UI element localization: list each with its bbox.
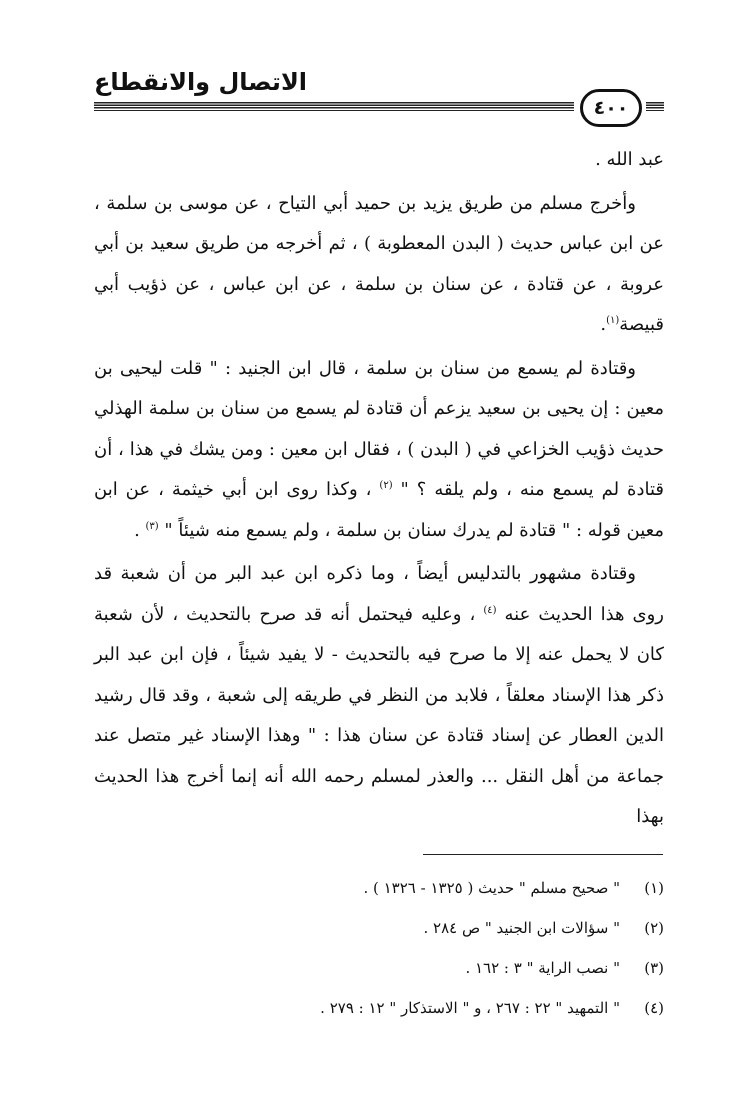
paragraph-text: . [134,519,146,541]
paragraph-text: وأخرج مسلم من طريق يزيد بن حميد أبي التياح ، عن موسى بن سلمة ، عن ابن عباس حديث ( البدن المعطوبة ) ، ثم أخرجه من طريق سعيد بن أبي عروبة ، عن قتادة ، عن سنان بن سلمة ، عن ابن عباس ، عن ذؤيب أبي قبيصة [94,192,664,335]
footnote-ref: (٢) [379,480,393,491]
paragraph-text: عبد الله . [595,149,664,170]
footnote-text: " نصب الراية " ٣ : ١٦٢ . [465,959,620,977]
running-title: الاتصال والانقطاع [94,68,308,96]
page-number: ٤٠٠ [580,89,642,127]
footnote-number: (١) [644,879,664,897]
footnote [94,988,664,1028]
main-text [94,140,664,838]
paragraph [94,554,664,838]
paragraph [94,140,664,181]
header-rule [94,102,574,112]
footnote-ref: (١) [606,315,620,326]
footnote-ref: (٤) [483,604,497,616]
footnotes [94,868,664,1028]
footnote [94,868,664,908]
footnote-text: " سؤالات ابن الجنيد " ص ٢٨٤ . [423,919,620,937]
footnote-separator [423,854,663,855]
footnote-text: " صحيح مسلم " حديث ( ١٣٢٥ - ١٣٢٦ ) . [363,879,620,897]
paragraph [94,184,664,346]
paragraph-text: وقتادة مشهور بالتدليس أيضاً ، وما ذكره ابن عبد البر من أن شعبة قد روى هذا الحديث عنه [94,563,664,625]
paragraph [94,349,664,552]
footnote [94,908,664,948]
paragraph-text: وقتادة لم يسمع من سنان بن سلمة ، قال ابن الجنيد : " قلت ليحيى بن معين : إن يحيى بن سعيد يزعم أن قتادة لم يسمع من سنان بن سلمة الهذلي حديث ذؤيب الخزاعي في ( البدن ) ، فقال ابن معين : ومن يشك في هذا ، أن قتادة لم يسمع منه ، ولم يلقه ؟ " [94,357,664,500]
footnote-number: (٢) [644,919,664,937]
footnote-number: (٤) [644,999,664,1017]
footnote [94,948,664,988]
paragraph-text: ، وعليه فيحتمل أنه قد صرح بالتحديث ، لأن شعبة كان لا يحمل عنه إلا ما صرح فيه بالتحديث - لا يفيد شيئاً ، فإن ابن عبد البر ذكر هذا الإسناد معلقاً ، فلابد من النظر في طريقه إلى شعبة ، وقد قال رشيد الدين العطار عن إسناد قتادة عن سنان هذا : " وهذا الإسناد غير متصل عند جماعة من أهل النقل ... والعذر لمسلم رحمه الله أنه إنما أخرج هذا الحديث بهذا [94,603,664,827]
paragraph-text: ، وكذا روى ابن أبي خيثمة ، عن ابن معين قوله : " قتادة لم يدرك سنان بن سلمة ، ولم يسمع منه شيئاً " [94,479,664,541]
header-rule-tail [646,102,664,112]
paragraph-text: . [600,314,607,335]
footnote-text: " التمهيد " ٢٢ : ٢٦٧ ، و " الاستذكار " ١٢ : ٢٧٩ . [320,999,620,1017]
footnote-ref: (٣) [145,520,159,532]
page-header [94,60,664,130]
footnote-number: (٣) [644,959,664,977]
